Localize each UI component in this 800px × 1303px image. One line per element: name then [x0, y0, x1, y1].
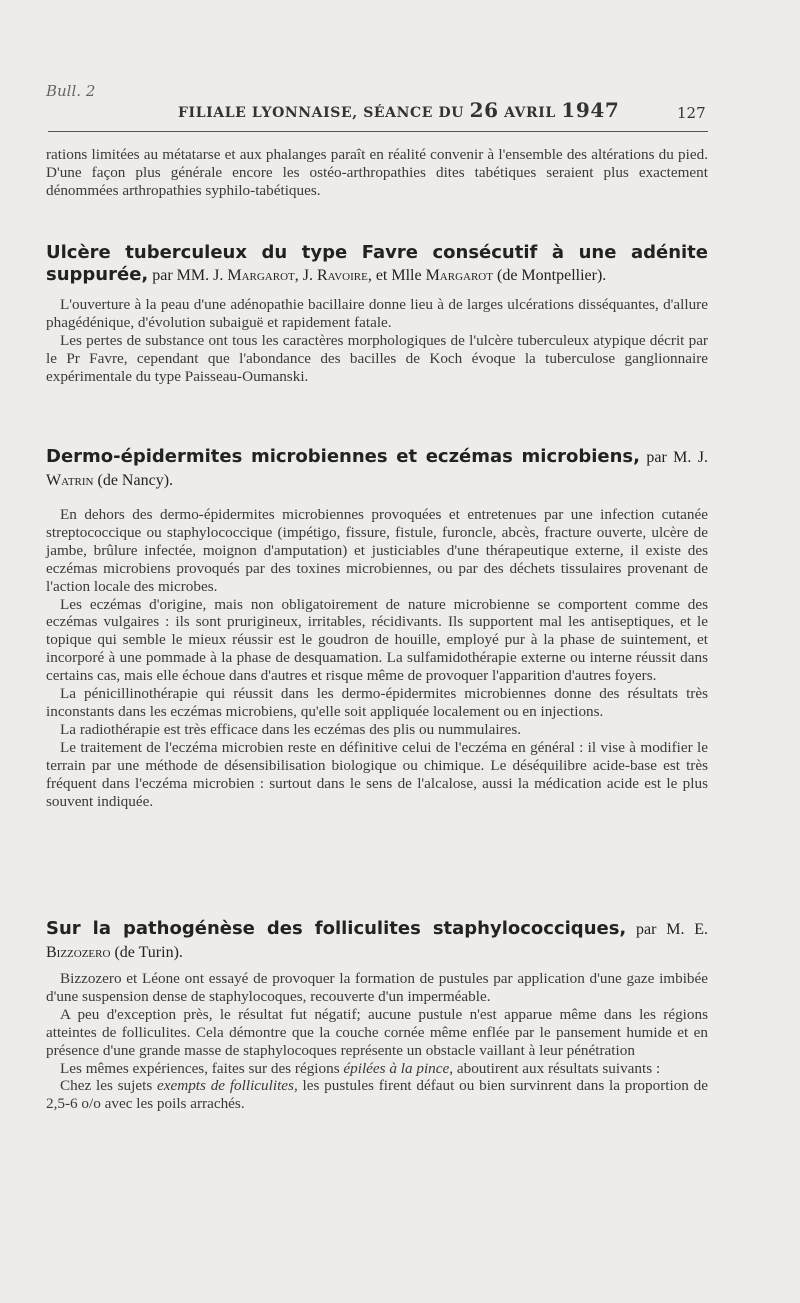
intro-paragraph: rations limitées au métatarse et aux phalanges paraît en réalité convenir à l'ensemble des altérations du pied. D'une façon plus générale encore les ostéo-arthropathies dites tabétiques seraient plus exactement dénommées arthropathies syphilo-tabétiques.: [46, 146, 708, 199]
article-1-author-1: Margarot: [227, 267, 295, 284]
article-1-title: Ulcère tuberculeux du type Favre consécutif à une adénite suppurée,: [46, 242, 708, 285]
article-3-title: Sur la pathogénèse des folliculites staphylococciques,: [46, 918, 627, 939]
article-1-byline-suffix: (de Montpellier).: [492, 267, 607, 284]
article-2-paragraph: La pénicillinothérapie qui réussit dans les dermo-épidermites microbiennes donne des résultats très inconstants dans les eczémas microbiens, qu'elle soit appliquée localement ou en injections.: [46, 685, 708, 720]
article-3-p4-a: Chez les sujets: [60, 1077, 158, 1095]
intro-block: [46, 146, 708, 200]
article-1: [46, 242, 708, 287]
article-2-paragraph: Le traitement de l'eczéma microbien reste en définitive celui de l'eczéma en général : il vise à modifier le terrain par une méthode de désensibilisation biologique ou chimique. Le déséquilibre acide-base est très fréquent dans l'eczéma microbien : surtout dans le sens de l'alcalose, aussi la médication acide est le plus souvent indiquée.: [46, 738, 708, 810]
header-text-b: AVRIL: [498, 105, 562, 121]
page-number: 127: [677, 104, 706, 122]
article-2-body: [46, 506, 708, 810]
article-2-paragraph: La radiothérapie est très efficace dans les eczémas des plis ou nummulaires.: [60, 720, 522, 738]
article-3-heading: [46, 918, 708, 964]
header-text-a: FILIALE LYONNAISE, SÉANCE DU: [178, 105, 470, 121]
header-rule: [48, 131, 708, 132]
article-1-paragraph: Les pertes de substance ont tous les caractères morphologiques de l'ulcère tuberculeux atypique décrit par le Pr Favre, cependant que l'abondance des bacilles de Koch évoque la tuberculose ganglionnaire expérimentale du type Paisseau-Oumanski.: [46, 331, 708, 385]
article-2-paragraph: En dehors des dermo-épidermites microbiennes provoquées et entretenues par une infection cutanée streptococcique ou staphylococcique (impétigo, fissure, fistule, furoncle, abcès, fracture ouverte, ulcère de jambe, brûlure infectée, moignon d'amputation) et justiciables d'une thérapeutique externe, il existe des eczémas microbiens provoqués par des toxines microbiennes, ou par des déchets tissulaires provenant de l'action locale des microbes.: [46, 506, 708, 595]
article-2-byline-prefix: par M. J.: [639, 449, 708, 466]
journal-header: [178, 98, 619, 122]
article-3: [46, 918, 708, 964]
article-2: [46, 446, 708, 492]
article-1-byline-prefix: par MM. J.: [148, 267, 228, 284]
running-head: Bull. 2: [46, 82, 96, 100]
article-3-byline-prefix: par M. E.: [626, 921, 708, 938]
article-3-p4-emphasis: exempts de folliculites: [157, 1077, 294, 1095]
article-3-p4-b: , les pustules firent défaut ou bien survinrent dans la proportion de 2,5-6 o/o avec les poils arrachés.: [46, 1077, 708, 1113]
article-1-byline-mid-1: , J.: [294, 267, 317, 284]
article-3-byline-suffix: (de Turin).: [110, 944, 183, 961]
header-date-num: 26: [469, 98, 499, 122]
article-2-byline-suffix: (de Nancy).: [93, 472, 174, 489]
article-2-paragraph: Les eczémas d'origine, mais non obligatoirement de nature microbienne se comportent comme des eczémas vulgaires : ils sont prurigineux, irritables, récidivants. Ils supportent mal les antiseptiques, et le topique qui semble le mieux réussir est le goudron de houille, employé pur à la phase de suintement, et incorporé à une pommade à la phase de desquamation. La sulfamidothérapie externe ou interne réussit dans certains cas, mais elle échoue dans d'autres et risque même de provoquer l'apparition d'autres foyers.: [46, 595, 708, 685]
article-2-title: Dermo-épidermites microbiennes et eczémas microbiens,: [46, 446, 640, 467]
article-3-body: [46, 970, 708, 1113]
article-1-paragraph: L'ouverture à la peau d'une adénopathie bacillaire donne lieu à de larges ulcérations disséquantes, d'allure phagédénique, d'évolution subaiguë et rapidement fatale.: [46, 296, 708, 331]
article-3-author: Bizzozero: [46, 944, 111, 961]
article-2-heading: [46, 446, 708, 492]
article-2-author: Watrin: [46, 472, 94, 489]
article-1-author-3: Margarot: [425, 267, 493, 284]
article-1-author-2: Ravoire: [317, 267, 368, 284]
article-3-paragraph-4: [46, 1077, 708, 1113]
article-3-paragraph-3: [46, 1060, 708, 1078]
article-3-p3-a: Les mêmes expériences, faites sur des régions: [60, 1059, 344, 1077]
article-3-p3-emphasis: épilées à la pince: [343, 1059, 450, 1077]
article-3-p3-b: , aboutirent aux résultats suivants :: [449, 1059, 661, 1077]
article-3-paragraph: A peu d'exception près, le résultat fut négatif; aucune pustule n'est apparue même dans les régions atteintes de folliculites. Cela démontre que la couche cornée même enflée par le pansement humide et en présence d'une grande masse de staphylocoques représente un obstacle vaillant à leur pénétration: [46, 1005, 708, 1059]
header-year: 1947: [561, 98, 620, 122]
article-1-byline-mid-2: , et Mlle: [367, 267, 426, 284]
article-1-heading: [46, 242, 708, 287]
article-1-body: [46, 296, 708, 386]
article-3-paragraph: Bizzozero et Léone ont essayé de provoquer la formation de pustules par application d'une gaze imbibée d'une suspension dense de staphylocoques, recouverte d'un imperméable.: [46, 970, 708, 1005]
